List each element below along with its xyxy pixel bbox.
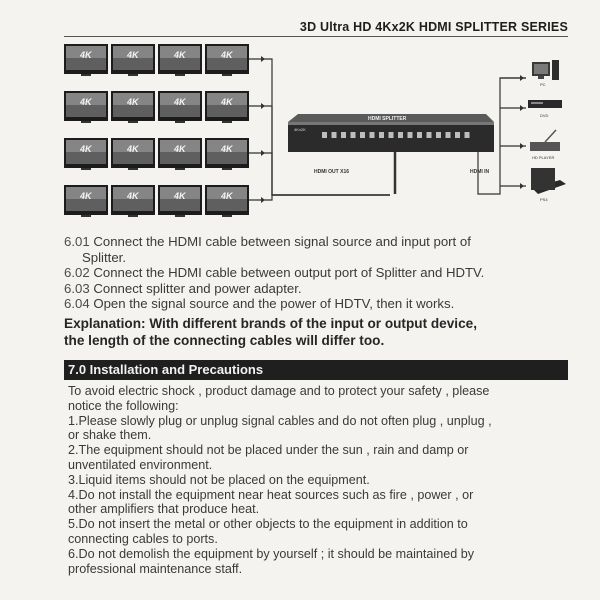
port-led	[446, 132, 451, 138]
tv-badge: 4K	[80, 191, 92, 201]
game-console-icon	[531, 168, 566, 202]
tv-badge: 4K	[174, 97, 186, 107]
precaution-line: To avoid electric shock , product damage and to protect your safety , please	[68, 384, 490, 398]
step-item	[64, 234, 574, 250]
tv-badge: 4K	[127, 97, 139, 107]
input-label: HDMI IN	[470, 169, 490, 175]
port-led	[360, 132, 365, 138]
tv-icon	[158, 44, 202, 76]
arrow-icon	[520, 105, 524, 111]
port-led	[465, 132, 470, 138]
tv-icon	[158, 185, 202, 217]
port-led	[389, 132, 394, 138]
tv-badge: 4K	[127, 144, 139, 154]
explanation-line: Explanation: With different brands of the input or output device,	[64, 316, 477, 331]
tv-icon	[158, 138, 202, 170]
port-led	[408, 132, 413, 138]
tv-badge: 4K	[174, 50, 186, 60]
dvd-player-icon	[528, 100, 562, 118]
tv-icon	[111, 91, 155, 123]
precaution-line: or shake them.	[68, 428, 152, 443]
pc-icon	[532, 60, 559, 87]
tv-icon	[111, 138, 155, 170]
header-rule	[64, 36, 568, 37]
output-cable	[249, 195, 390, 200]
splitter-brand-label: 4Kx2K	[294, 127, 306, 132]
step-text: Connect the HDMI cable between output port of Splitter and HDTV.	[93, 265, 485, 281]
port-led	[379, 132, 384, 138]
precautions-text	[68, 384, 568, 576]
tv-icon	[205, 138, 249, 170]
precaution-line: 1.Please slowly plug or unplug signal cables and do not often plug , unplug ,	[68, 413, 492, 428]
precaution-line: 2.The equipment should not be placed under the sun , rain and damp or	[68, 443, 469, 458]
precaution-line: notice the following:	[68, 398, 179, 413]
step-number: 6.02	[64, 265, 90, 281]
port-led	[341, 132, 346, 138]
tv-icon	[64, 91, 108, 123]
precaution-line: 6.Do not demolish the equipment by yourself ; it should be maintained by	[68, 546, 475, 561]
precaution-line: 4.Do not install the equipment near heat sources such as fire , power , or	[68, 487, 474, 502]
arrow-icon	[520, 183, 524, 189]
port-led	[370, 132, 375, 138]
tv-icon	[158, 91, 202, 123]
arrow-icon	[261, 103, 265, 109]
step-item	[64, 265, 574, 281]
step-number: 6.01	[64, 234, 90, 249]
output-label: HDMI OUT X16	[314, 169, 350, 175]
tv-icon	[64, 138, 108, 170]
step-continuation: Splitter.	[82, 249, 126, 265]
precaution-line: other amplifiers that produce heat.	[68, 502, 260, 517]
tv-icon	[111, 185, 155, 217]
tv-badge: 4K	[221, 97, 233, 107]
tv-badge: 4K	[174, 144, 186, 154]
arrow-icon	[520, 143, 524, 149]
port-led	[332, 132, 337, 138]
hdmi-splitter-device	[288, 114, 494, 152]
port-led	[351, 132, 356, 138]
arrow-icon	[261, 56, 265, 62]
tv-icon	[205, 185, 249, 217]
explanation-line: the length of the connecting cables will differ too.	[64, 333, 385, 348]
hd-player-icon	[530, 130, 560, 160]
source-label-ps4: PS4	[540, 197, 548, 202]
precaution-line: professional maintenance staff.	[68, 561, 243, 576]
step-item	[64, 281, 574, 297]
port-led	[455, 132, 460, 138]
step-number: 6.03	[64, 280, 90, 296]
precaution-line: 3.Liquid items should not be placed on the equipment.	[68, 472, 370, 487]
source-label-hd-player: HD PLAYER	[532, 155, 555, 160]
explanation-note	[64, 315, 574, 349]
connection-steps	[64, 234, 574, 312]
port-led	[398, 132, 403, 138]
tv-icon	[64, 44, 108, 76]
tv-badge: 4K	[221, 191, 233, 201]
series-title: 3D Ultra HD 4Kx2K HDMI SPLITTER SERIES	[299, 20, 568, 34]
precaution-line: connecting cables to ports.	[68, 531, 218, 546]
source-label-dvd: DVD	[540, 113, 549, 118]
tv-badge: 4K	[127, 191, 139, 201]
source-label-pc: PC	[540, 82, 546, 87]
port-led	[436, 132, 441, 138]
tv-badge: 4K	[80, 97, 92, 107]
arrow-icon	[261, 197, 265, 203]
tv-badge: 4K	[80, 50, 92, 60]
section-heading: 7.0 Installation and Precautions	[64, 360, 568, 380]
arrow-icon	[520, 75, 524, 81]
arrow-icon	[261, 150, 265, 156]
tv-icon	[205, 91, 249, 123]
tv-badge: 4K	[221, 50, 233, 60]
step-text: Open the signal source and the power of HDTV, then it works.	[93, 296, 455, 312]
port-led	[322, 132, 327, 138]
tv-badge: 4K	[221, 144, 233, 154]
step-text: Connect splitter and power adapter.	[93, 280, 302, 296]
tv-badge: 4K	[80, 144, 92, 154]
tv-grid	[64, 44, 249, 217]
tv-icon	[205, 44, 249, 76]
splitter-label: HDMI SPLITTER	[368, 116, 407, 122]
step-item	[64, 296, 574, 312]
connection-diagram	[0, 38, 600, 228]
precaution-line: unventilated environment.	[68, 457, 213, 472]
port-led	[427, 132, 432, 138]
tv-icon	[64, 185, 108, 217]
step-number: 6.04	[64, 296, 90, 312]
tv-badge: 4K	[127, 50, 139, 60]
precaution-line: 5.Do not insert the metal or other objects to the equipment in addition to	[68, 517, 468, 532]
port-led	[417, 132, 422, 138]
step-text: Connect the HDMI cable between signal source and input port of	[93, 234, 471, 249]
tv-icon	[111, 44, 155, 76]
tv-badge: 4K	[174, 191, 186, 201]
